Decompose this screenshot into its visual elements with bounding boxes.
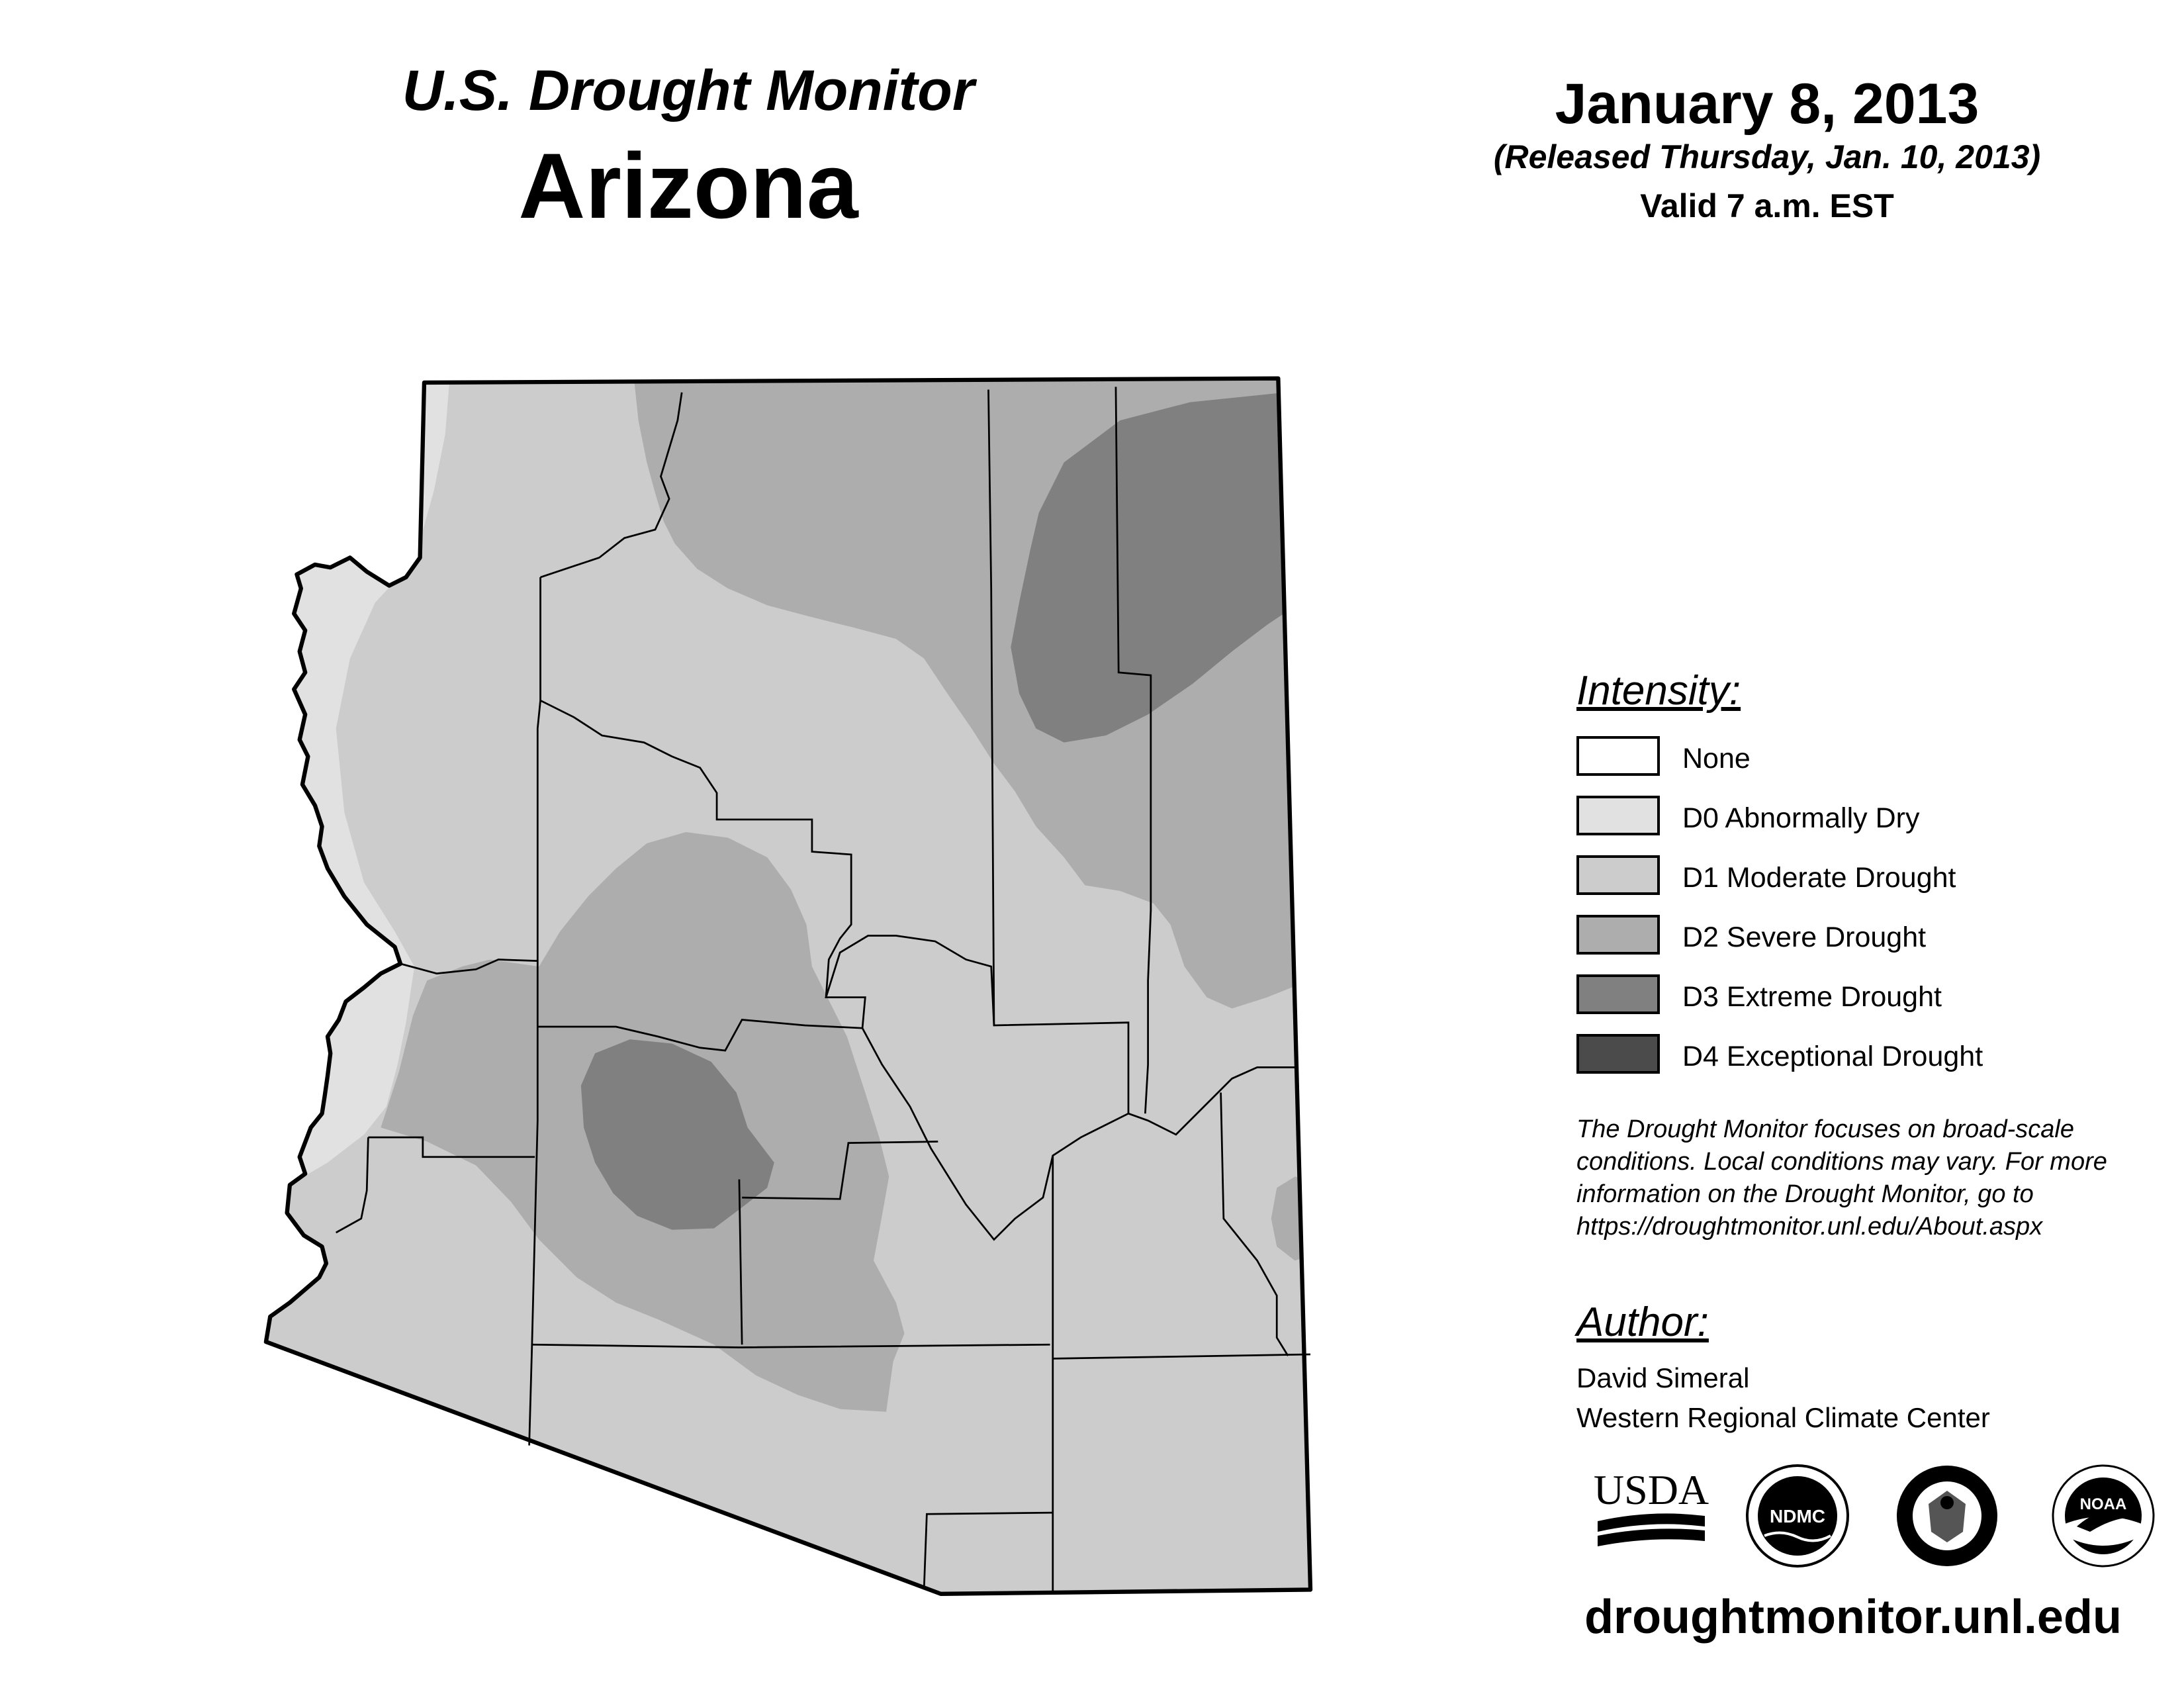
svg-text:USDA: USDA [1593,1466,1709,1513]
ndmc-logo-icon [1745,1463,1850,1569]
svg-text:NOAA: NOAA [2079,1495,2127,1513]
legend-label: D4 Exceptional Drought [1682,1041,1983,1072]
legend-swatch [1576,1034,1660,1074]
legend-label: D2 Severe Drought [1682,921,1927,953]
legend-label: D0 Abnormally Dry [1682,802,1920,834]
legend-swatch [1576,974,1660,1014]
svg-text:NDMC: NDMC [1770,1506,1825,1526]
legend-swatch [1576,796,1660,835]
map-subtitle: U.S. Drought Monitor [402,59,975,122]
legend-swatch [1576,915,1660,955]
usda-logo-icon [1588,1463,1714,1562]
website-url[interactable]: droughtmonitor.unl.edu [1584,1591,2122,1644]
map-title: Arizona [518,134,858,238]
release-date: (Released Thursday, Jan. 10, 2013) [1493,138,2041,175]
disclaimer-note: The Drought Monitor focuses on broad-scale conditions. Local conditions may vary. For more information on the Drought Monitor, go to https://droughtmonitor.unl.edu/About.aspx [1576,1115,2107,1241]
author-heading: Author: [1576,1299,1709,1345]
valid-time: Valid 7 a.m. EST [1640,187,1894,224]
noaa-logo-icon [2050,1463,2156,1569]
author-name: David Simeral [1576,1362,1750,1393]
legend-swatch [1576,855,1660,895]
legend-label: D1 Moderate Drought [1682,862,1956,894]
legend-label: D3 Extreme Drought [1682,981,1942,1013]
author-org: Western Regional Climate Center [1576,1402,1990,1433]
legend-swatch [1576,736,1660,776]
legend-title: Intensity: [1576,668,1741,714]
legend-label: None [1682,743,1751,774]
map-date: January 8, 2013 [1555,72,1979,136]
commerce-seal-icon [1894,1463,2000,1569]
